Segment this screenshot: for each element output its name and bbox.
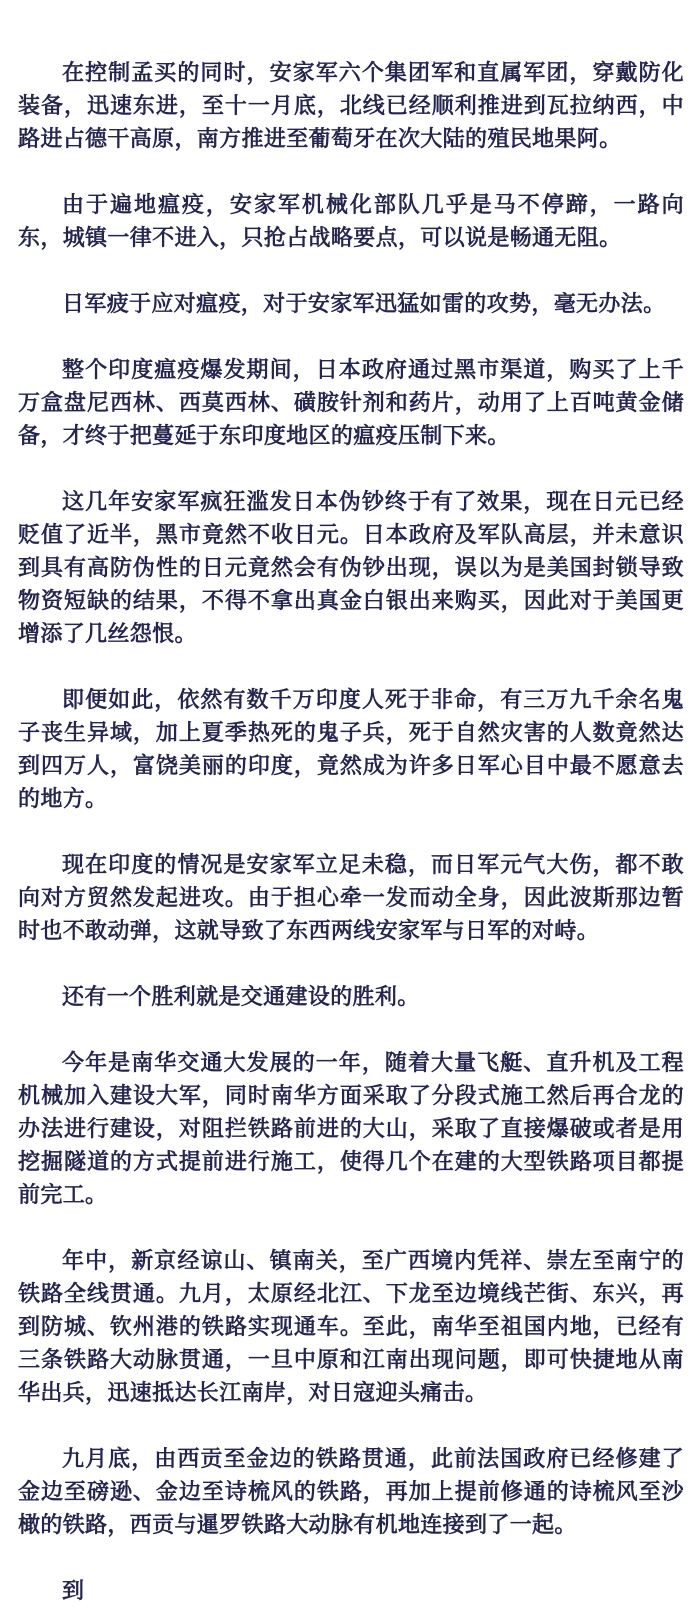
paragraph: 由于遍地瘟疫，安家军机械化部队几乎是马不停蹄，一路向东，城镇一律不进入，只抢占战略要点，可以说是畅通无阻。 — [18, 192, 684, 251]
paragraph: 还有一个胜利就是交通建设的胜利。 — [62, 984, 420, 1010]
paragraph: 年中，新京经谅山、镇南关，至广西境内凭祥、崇左至南宁的铁路全线贯通。九月，太原经北江、下龙至边境线芒街、东兴，再到防城、钦州港的铁路实现通车。至此，南华至祖国内地，已经有三条铁路大动脉贯通，一旦中原和江南出现问题，即可快捷地从南华出兵，迅速抵达长江南岸，对日寇迎头痛击。 — [18, 1248, 684, 1406]
paragraph: 现在印度的情况是安家军立足未稳，而日军元气大伤，都不敢向对方贸然发起进攻。由于担心牵一发而动全身，因此波斯那边暂时也不敢动弹，这就导致了东西两线安家军与日军的对峙。 — [18, 852, 684, 944]
paragraph: 九月底，由西贡至金边的铁路贯通，此前法国政府已经修建了金边至磅逊、金边至诗梳风的铁路，再加上提前修通的诗梳风至沙橄的铁路，西贡与暹罗铁路大动脉有机地连接到了一起。 — [18, 1446, 684, 1538]
paragraph: 到 — [62, 1578, 85, 1604]
paragraph: 今年是南华交通大发展的一年，随着大量飞艇、直升机及工程机械加入建设大军，同时南华方面采取了分段式施工然后再合龙的办法进行建设，对阻拦铁路前进的大山，采取了直接爆破或者是用挖掘隧道的方式提前进行施工，使得几个在建的大型铁路项目都提前完工。 — [18, 1050, 684, 1208]
paragraph: 即便如此，依然有数千万印度人死于非命，有三万九千余名鬼子丧生异域，加上夏季热死的鬼子兵，死于自然灾害的人数竟然达到四万人，富饶美丽的印度，竟然成为许多日军心目中最不愿意去的地方。 — [18, 687, 684, 812]
paragraph: 日军疲于应对瘟疫，对于安家军迅猛如雷的攻势，毫无办法。 — [62, 291, 666, 317]
paragraph: 整个印度瘟疫爆发期间，日本政府通过黑市渠道，购买了上千万盒盘尼西林、西莫西林、磺胺针剂和药片，动用了上百吨黄金储备，才终于把蔓延于东印度地区的瘟疫压制下来。 — [18, 357, 684, 449]
paragraph: 在控制孟买的同时，安家军六个集团军和直属军团，穿戴防化装备，迅速东进，至十一月底，北线已经顺利推进到瓦拉纳西，中路进占德干高原，南方推进至葡萄牙在次大陆的殖民地果阿。 — [18, 60, 684, 152]
paragraph: 这几年安家军疯狂滥发日本伪钞终于有了效果，现在日元已经贬值了近半，黑市竟然不收日元。日本政府及军队高层，并未意识到具有高防伪性的日元竟然会有伪钞出现，误以为是美国封锁导致物资短缺的结果，不得不拿出真金白银出来购买，因此对于美国更增添了几丝怨恨。 — [18, 489, 684, 647]
